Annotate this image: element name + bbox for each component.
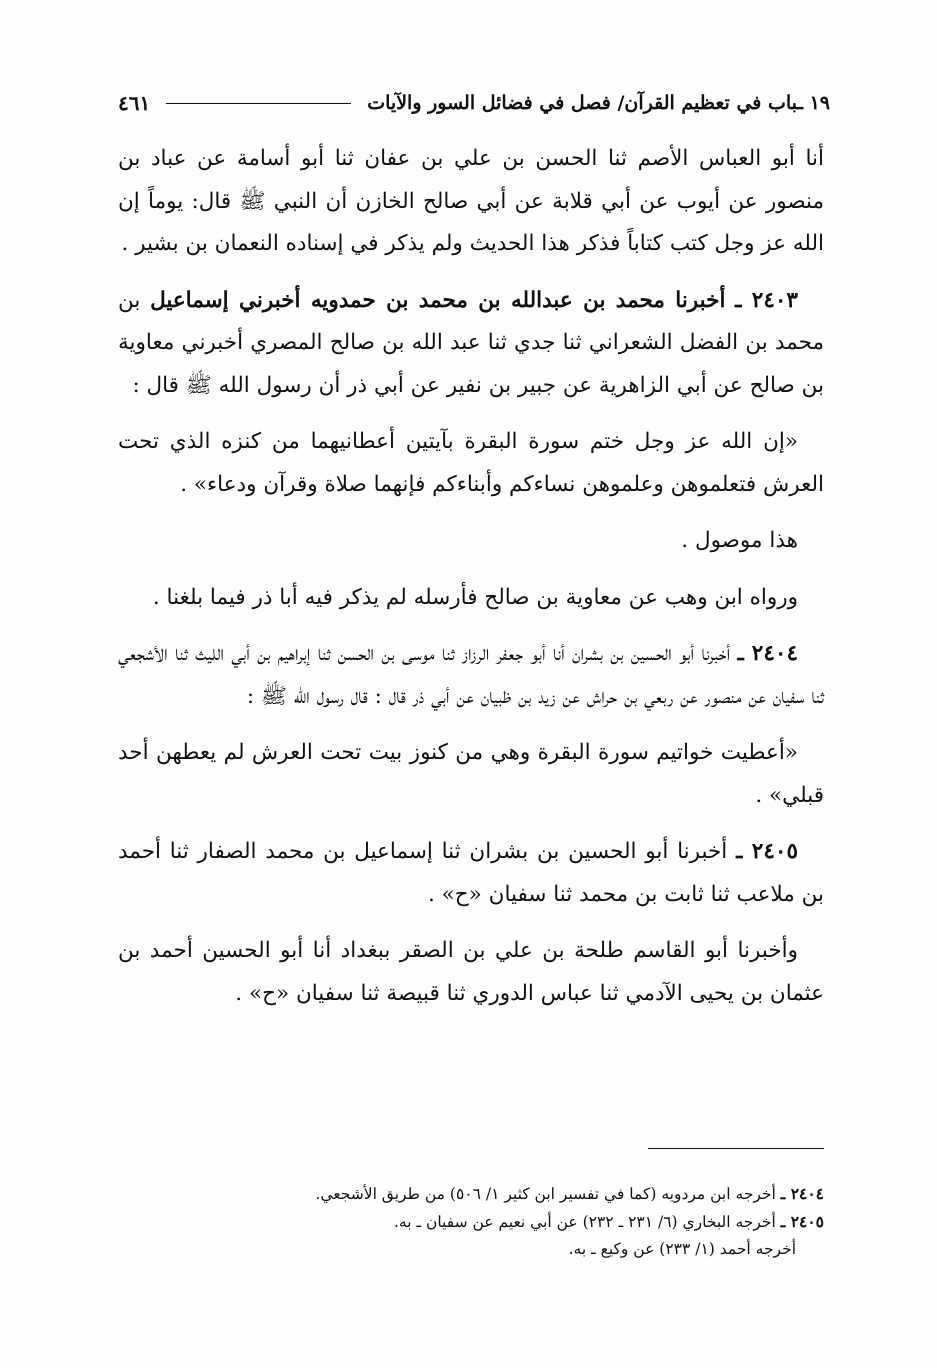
footnote-2405-continued — [180, 1236, 824, 1263]
paragraph-note-2 — [118, 577, 824, 620]
paragraph-text: «إن الله عز وجل ختم سورة البقرة بآيتين أعطانيهما من كنزه الذي تحت العرش فتعلموهن وعلموهن نساءكم وأبناءكم فإنهما صلاة وقرآن ودعاء» . — [118, 429, 824, 497]
paragraph-text: أخبرنا أبو الحسين بن بشران أنا أبو جعفر الرزاز ثنا موسى بن الحسن ثنا إبراهيم بن أبي الليث ثنا الأشجعي ثنا سفيان عن منصور عن ربعي بن حراش عن زيد بن ظبيان عن أبي ذر قال : قال رسول الله ﷺ : — [118, 641, 824, 709]
footnote-rule — [648, 1148, 824, 1149]
hadith-number: ٢٤٠٣ ـ — [735, 287, 798, 313]
paragraph-quote-1 — [118, 421, 824, 506]
footnote-2404 — [180, 1180, 824, 1208]
paragraph-text: أنا أبو العباس الأصم ثنا الحسن بن علي بن عفان ثنا أبو أسامة عن عباد بن منصور عن أيوب عن أبي قلابة عن أبي صالح الخازن أن النبي ﷺ قال: يوماً إن الله عز وجل كتب كتاباً فذكر هذا الحديث ولم يذكر في إسناده النعمان بن بشير . — [118, 146, 824, 256]
footnote-text: أخرجه ابن مردويه (كما في تفسير ابن كثير ١/ ٥٠٦) من طريق الأشجعي. — [315, 1185, 781, 1203]
paragraph-note-1 — [118, 520, 824, 563]
hadith-2404 — [118, 633, 824, 718]
paragraph-quote-2 — [118, 732, 824, 817]
header-rule — [166, 103, 351, 104]
paragraph-text: هذا موصول . — [681, 528, 798, 553]
paragraph-1 — [118, 138, 824, 266]
footnote-number: ٢٤٠٤ ـ — [780, 1184, 824, 1203]
footnote-2405 — [180, 1208, 824, 1236]
hadith-2405 — [118, 831, 824, 916]
hadith-number: ٢٤٠٥ ـ — [736, 839, 798, 864]
footnotes — [180, 1180, 824, 1263]
paragraph-text: بن محمد بن الفضل الشعراني ثنا جدي ثنا عبد الله بن صالح المصري أخبرني معاوية بن صالح عن أبي الزاهرية عن جبير بن نفير عن أبي ذر أن رسول الله ﷺ قال : — [118, 287, 824, 398]
footnote-number: ٢٤٠٥ ـ — [780, 1212, 824, 1231]
paragraph-text: «أعطيت خواتيم سورة البقرة وهي من كنوز بيت تحت العرش لم يعطهن أحد قبلي» . — [118, 740, 824, 808]
paragraph-chain — [118, 930, 824, 1015]
footnote-text: أخرجه أحمد (١/ ٢٣٣) عن وكيع ـ به. — [568, 1240, 796, 1258]
hadith-number: ٢٤٠٤ ـ — [737, 641, 798, 666]
paragraph-text: ورواه ابن وهب عن معاوية بن صالح فأرسله لم يذكر فيه أبا ذر فيما بلغنا . — [152, 584, 798, 610]
footnote-text: أخرجه البخاري (٦/ ٢٣١ ـ ٢٣٢) عن أبي نعيم عن سفيان ـ به. — [394, 1213, 781, 1231]
hadith-2403 — [118, 280, 824, 408]
header-title: ١٩ ـباب في تعظيم القرآن/ فصل في فضائل السور والآيات — [367, 92, 830, 114]
paragraph-text: أخبرنا أبو الحسين بن بشران ثنا إسماعيل بن محمد الصفار ثنا أحمد بن ملاعب ثنا ثابت بن محمد ثنا سفيان «ح» . — [118, 839, 824, 907]
page-number: ٤٦١ — [118, 91, 151, 115]
bold-isnad: أخبرنا محمد بن عبدالله بن محمد بن حمدويه أخبرني إسماعيل — [150, 287, 726, 313]
paragraph-text: وأخبرنا أبو القاسم طلحة بن علي بن الصقر ببغداد أنا أبو الحسين أحمد بن عثمان بن يحيى الآدمي ثنا عباس الدوري ثنا قبيصة ثنا سفيان «ح» . — [118, 938, 824, 1006]
main-text — [118, 138, 824, 1029]
running-header — [118, 86, 830, 120]
